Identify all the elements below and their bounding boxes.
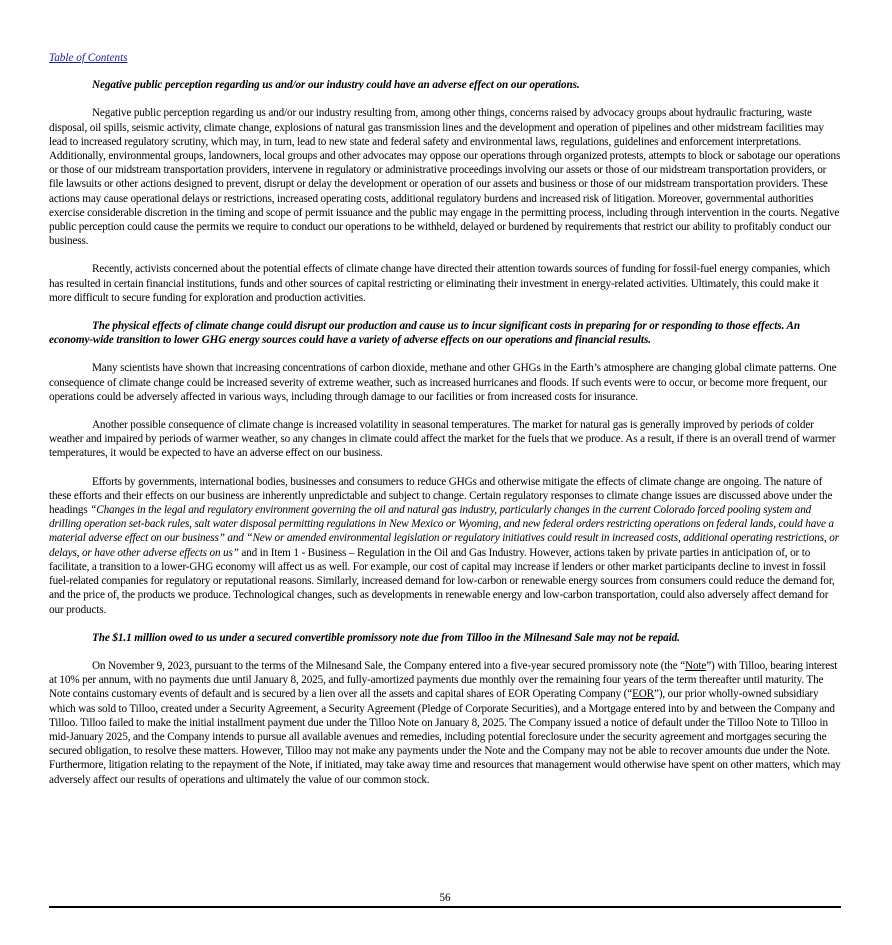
defined-term-eor: EOR xyxy=(632,688,654,701)
footer-divider xyxy=(49,906,841,908)
document-page xyxy=(49,51,841,801)
section-heading-climate-change: The physical effects of climate change could disrupt our production and cause us to incur significant costs in preparing for or responding to those effects. An economy-wide transition to lower GHG energy sources could have a variety of adverse effects on our operations and financial results. xyxy=(49,320,801,347)
paragraph-tilloo-note-part-2: ”) with Tilloo, bearing interest at 10% per annum, with no payments due until January 8, 2025, and fully-amortized payments due monthly over the remaining four years of the term thereafter until maturity. The Note contains customary events of default and is secured by a lien over all the assets and capital shares of EOR Operating Company (“ xyxy=(49,659,838,701)
paragraph-tilloo-note xyxy=(49,659,841,787)
paragraph-ghg-efforts xyxy=(49,475,841,617)
page-number: 56 xyxy=(439,892,451,904)
paragraph-public-perception: Negative public perception regarding us and/or our industry resulting from, among other things, concerns raised by advocacy groups about hydraulic fracturing, waste disposal, oil spills, seismic activity, climate change, explosions of natural gas transmission lines and the development and operation of pipelines and other midstream facilities may lead to increased regulatory scrutiny, which may, in turn, lead to new state and federal safety and environmental laws, regulations, guidelines and enforcement interpretations. Additionally, environmental groups, landowners, local groups and other advocates may oppose our operations through organized protests, attempts to block or sabotage our operations or those of our midstream transportation providers, intervene in regulatory or administrative proceedings involving our assets or those of our midstream transportation providers, or file lawsuits or other actions designed to prevent, disrupt or delay the development or operation of our assets and business or those of our midstream transportation providers. These actions may cause operational delays or restrictions, increased operating costs, additional regulatory burdens and increased risk of litigation. Moreover, governmental authorities exercise considerable discretion in the timing and scope of permit issuance and the public may engage in the permitting process, including through intervention in the courts. Negative public perception could cause the permits we require to conduct our operations to be withheld, delayed or burdened by requirements that restrict our ability to profitably conduct our business. xyxy=(49,107,841,248)
defined-term-note: Note xyxy=(685,659,707,672)
table-of-contents-link[interactable]: Table of Contents xyxy=(49,52,128,64)
paragraph-ghg-efforts-quoted-headings: “Changes in the legal and regulatory environment governing the oil and natural gas industry, particularly changes in the current Colorado forced pooling system and drilling operation set-back rules, salt water disposal permitting regulations in New Mexico or Wyoming, and new federal orders restricting operations on federal lands, could have a material adverse effect on our business” and “New or amended environmental legislation or regulatory initiatives could result in increased costs, additional operating restrictions, or delays, or have other adverse effects on us” xyxy=(49,504,839,559)
paragraph-tilloo-note-part-1: On November 9, 2023, pursuant to the terms of the Milnesand Sale, the Company entered into a five-year secured promissory note (the “ xyxy=(92,659,686,672)
paragraph-activists-funding: Recently, activists concerned about the potential effects of climate change have directed their attention towards sources of funding for fossil-fuel energy companies, which has resulted in certain financial institutions, funds and other sources of capital restricting or eliminating their investment in energy-related activities. Ultimately, this could make it more difficult to secure funding for exploration and production activities. xyxy=(49,263,830,304)
section-heading-tilloo-note: The $1.1 million owed to us under a secured convertible promissory note due from Tilloo in the Milnesand Sale may not be repaid. xyxy=(92,631,680,644)
paragraph-ghg-efforts-part-2: and in Item 1 - Business – Regulation in the Oil and Gas Industry. However, actions taken by private parties in anticipation of, or to facilitate, a transition to a lower-GHG economy will affect us as well. For example, our cost of capital may increase if lenders or other market participants decline to invest in fossil fuel-related companies for regulatory or reputational reasons. Similarly, increased demand for low-carbon or renewable energy sources from consumers could reduce the demand for, and the price of, the products we produce. Technological changes, such as developments in renewable energy and low-carbon transportation, could also adversely affect demand for our products. xyxy=(49,546,835,616)
paragraph-tilloo-note-part-3: ”), our prior wholly-owned subsidiary which was sold to Tilloo, created under a Security Agreement, a Security Agreement (Pledge of Corporate Securities), and a Mortgage entered into by and between the Company and Tilloo. Tilloo failed to make the initial installment payment due under the Tilloo Note on January 8, 2025. The Company issued a notice of default under the Tilloo Note to Tilloo in mid-January 2025, and the Company intends to pursue all available avenues and remedies, including potential foreclosure under the security agreement and mortgages securing the secured obligation, to resolve these matters. However, Tilloo may not make any payments under the Note and the Company may not be able to recover amounts due under the Note. Furthermore, litigation relating to the repayment of the Note, if initiated, may take away time and resources that management would otherwise have spent on other matters, which may adversely affect our results of operations and ultimately the value of our common stock. xyxy=(49,688,841,786)
paragraph-seasonal-temperatures: Another possible consequence of climate change is increased volatility in seasonal temperatures. The market for natural gas is generally improved by periods of colder weather and impaired by periods of warmer weather, so any changes in climate could affect the market for the fuels that we produce. As a result, if there is an overall trend of warmer temperatures, it would be expected to have an adverse effect on our business. xyxy=(49,419,836,460)
section-heading-public-perception: Negative public perception regarding us and/or our industry could have an adverse effect on our operations. xyxy=(92,79,580,92)
paragraph-climate-patterns: Many scientists have shown that increasing concentrations of carbon dioxide, methane and other GHGs in the Earth’s atmosphere are changing global climate patterns. One consequence of climate change could be increased severity of extreme weather, such as increased hurricanes and floods. If such events were to occur, or become more frequent, our operations could be adversely affected in various ways, including through damage to our facilities or from increased costs for insurance. xyxy=(49,362,837,403)
paragraph-ghg-efforts-part-1: Efforts by governments, international bodies, businesses and consumers to reduce GHGs and otherwise mitigate the effects of climate change are ongoing. The nature of these efforts and their effects on our business are inherently unpredictable and subject to change. Certain regulatory responses to climate change issues are discussed above under the headings xyxy=(49,475,833,517)
